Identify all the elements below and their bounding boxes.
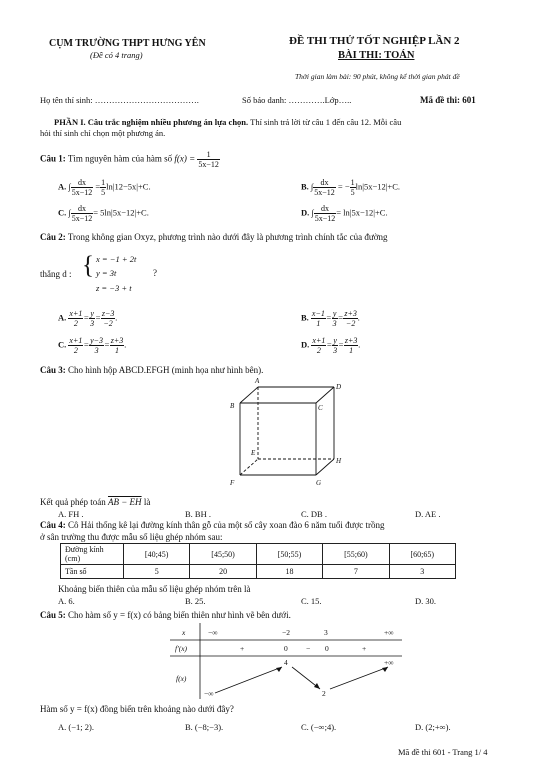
vertex-c: C [318,404,323,412]
q1-option-c[interactable]: C. ∫ $\frac{dx}{5x-12}$ = 5ln|5x−12|+C. [58,204,149,223]
table-row [61,565,456,579]
q3-option-c[interactable]: C. DB . [301,509,327,519]
vertex-a: A [255,377,260,385]
q4-label: Câu 4: [40,520,66,530]
vt-sign: 0 [284,644,288,653]
q4-question: Khoảng biến thiên của mẫu số liệu ghép nhóm trên là [58,584,251,594]
q5-option-c[interactable]: C. (−∞;4). [301,722,337,732]
time-note: Thời gian làm bài: 90 phút, không kể thời gian phát đề [295,72,460,81]
vt-sign: 0 [325,644,329,653]
part1-desc1: Thí sinh trả lời từ câu 1 đến câu 12. Mỗi câu [248,117,402,127]
q4-option-a[interactable]: A. 6. [58,596,75,606]
vertex-b: B [230,402,235,410]
q5-label: Câu 5: [40,610,66,620]
q4-stem [40,520,384,530]
q1-fx: f(x) = [174,153,196,164]
table-row [61,544,456,565]
vt-fprime-label: f′(x) [175,644,188,653]
q2-label: Câu 2: [40,232,66,242]
q5-option-d[interactable]: D. (2;+∞). [415,722,451,732]
q2-qmark: ? [153,268,157,278]
q1-option-b[interactable]: B. ∫ $\frac{dx}{5x-12}$ = − $\frac{1}{5}$ ln|5x−12|+C. [301,178,401,197]
variation-table [170,623,402,699]
q2-stem [40,232,388,242]
vertex-e: E [251,449,256,457]
vt-x-value: 3 [324,628,328,637]
q3-label: Câu 3: [40,365,66,375]
q4-option-c[interactable]: C. 15. [301,596,322,606]
q2-sys3: z = −3 + t [96,283,132,293]
table-cell: 3 [389,565,455,579]
q1-label: Câu 1: [40,153,66,164]
table-cell: 18 [256,565,322,579]
vertex-f: F [230,479,235,487]
q3-stem [40,365,263,375]
page-footer: Mã đề thi 601 - Trang 1/ 4 [398,747,488,757]
q1-option-d[interactable]: D. ∫ $\frac{dx}{5x-12}$ = ln|5x−12|+C. [301,204,388,223]
q5-option-b[interactable]: B. (−8;−3). [185,722,224,732]
q4-option-d[interactable]: D. 30. [415,596,437,606]
q2-option-d[interactable]: D. $\frac{x+1}{2}$ = $\frac{y}{3}$ = $\frac{z+3}{1}$ . [301,336,361,355]
q5-question: Hàm số y = f(x) đồng biến trên khoảng nào dưới đây? [40,704,234,714]
vt-x-value: +∞ [384,628,394,637]
q2-text: Trong không gian Oxyz, phương trình nào dưới đây là phương trình chính tắc của đường [67,232,388,242]
vertex-h: H [336,457,342,465]
q3-text: Cho hình hộp ABCD.EFGH (minh họa như hình bên). [68,365,264,375]
vt-sign: + [240,644,245,653]
student-name-field: Họ tên thí sinh: ………………………………. [40,95,199,105]
part1-desc2: hỏi thí sinh chỉ chọn một phương án. [40,128,166,138]
q2-option-b[interactable]: B. $\frac{x-1}{1}$ = $\frac{y}{3}$ = $\frac{z+3}{-2}$ . [301,309,361,328]
table-cell: [40;45) [124,544,190,565]
vt-f-label: f(x) [176,674,187,683]
part1-line1 [54,117,401,127]
q2-option-a[interactable]: A. $\frac{x+1}{2}$ = $\frac{y}{3}$ = $\frac{z-3}{-2}$ . [58,309,118,328]
q2-option-c[interactable]: C. $\frac{x+1}{2}$ = $\frac{y-3}{3}$ = $\frac{z+3}{1}$ . [58,336,127,355]
vt-left-value: −∞ [204,689,214,698]
vt-sign: − [306,644,311,653]
vertex-d: D [336,383,342,391]
part1-title: PHẦN I. Câu trắc nghiệm nhiều phương án lựa chọn. [54,117,249,127]
q1-option-a[interactable]: A. ∫ $\frac{dx}{5x-12}$ = $\frac{1}{5}$ ln|12−5x|+C. [58,178,151,197]
q2-sys1: x = −1 + 2t [96,254,137,264]
table-cell: 20 [190,565,256,579]
q4-option-b[interactable]: B. 25. [185,596,206,606]
q2-line-label: thẳng d : [40,269,72,279]
vt-x-value: −2 [282,628,290,637]
q3-expression: AB − EH [107,497,142,507]
q1-stem [40,150,220,169]
q5-option-a[interactable]: A. (−1; 2). [58,722,94,732]
vt-right-value: +∞ [384,658,394,667]
table-header-cell: Tần số [61,565,124,579]
q5-stem [40,610,291,620]
table-cell: [55;60) [323,544,389,565]
q5-text: Cho hàm số y = f(x) có bảng biến thiên như hình vẽ bên dưới. [68,610,291,620]
q1-fraction: $\frac{1}{5x-12}$ [198,150,219,169]
table-cell: 7 [323,565,389,579]
q4-text2: ở sân trường thu được mẫu số liệu ghép nhóm sau: [40,532,223,542]
exam-code: Mã đề thi: 601 [420,95,476,105]
table-cell: [45;50) [190,544,256,565]
vt-x-value: −∞ [208,628,218,637]
box-diagram [228,375,354,487]
q3-option-d[interactable]: D. AE . [415,509,441,519]
subject: BÀI THI: TOÁN [338,50,415,61]
q3-option-b[interactable]: B. BH . [185,509,211,519]
vt-x-label: x [182,628,186,637]
q3-result: Kết quả phép toán AB − EH là [40,497,151,507]
table-header-cell: Đường kính (cm) [61,544,124,565]
school-name: CỤM TRƯỜNG THPT HƯNG YÊN [49,38,206,49]
table-cell: [50;55) [256,544,322,565]
vertex-g: G [316,479,322,487]
q4-text1: Cô Hải thống kê lại đường kính thân gỗ của một số cây xoan đào 6 năm tuổi được trồng [68,520,385,530]
table-cell: [60;65) [389,544,455,565]
pages-note: (Đề có 4 trang) [90,50,143,60]
vt-bottom-value: 2 [322,689,326,698]
table-cell: 5 [124,565,190,579]
student-id-field: Số báo danh: ………….Lớp….. [242,95,352,105]
exam-title: ĐỀ THI THỬ TỐT NGHIỆP LẦN 2 [289,35,460,47]
vt-top-value: 4 [284,658,288,667]
q2-sys2: y = 3t [96,268,117,278]
vt-sign: + [362,644,367,653]
q1-text: Tìm nguyên hàm của hàm số [67,153,173,164]
q2-brace: { [82,252,94,279]
frequency-table [60,543,456,579]
q3-option-a[interactable]: A. FH . [58,509,84,519]
